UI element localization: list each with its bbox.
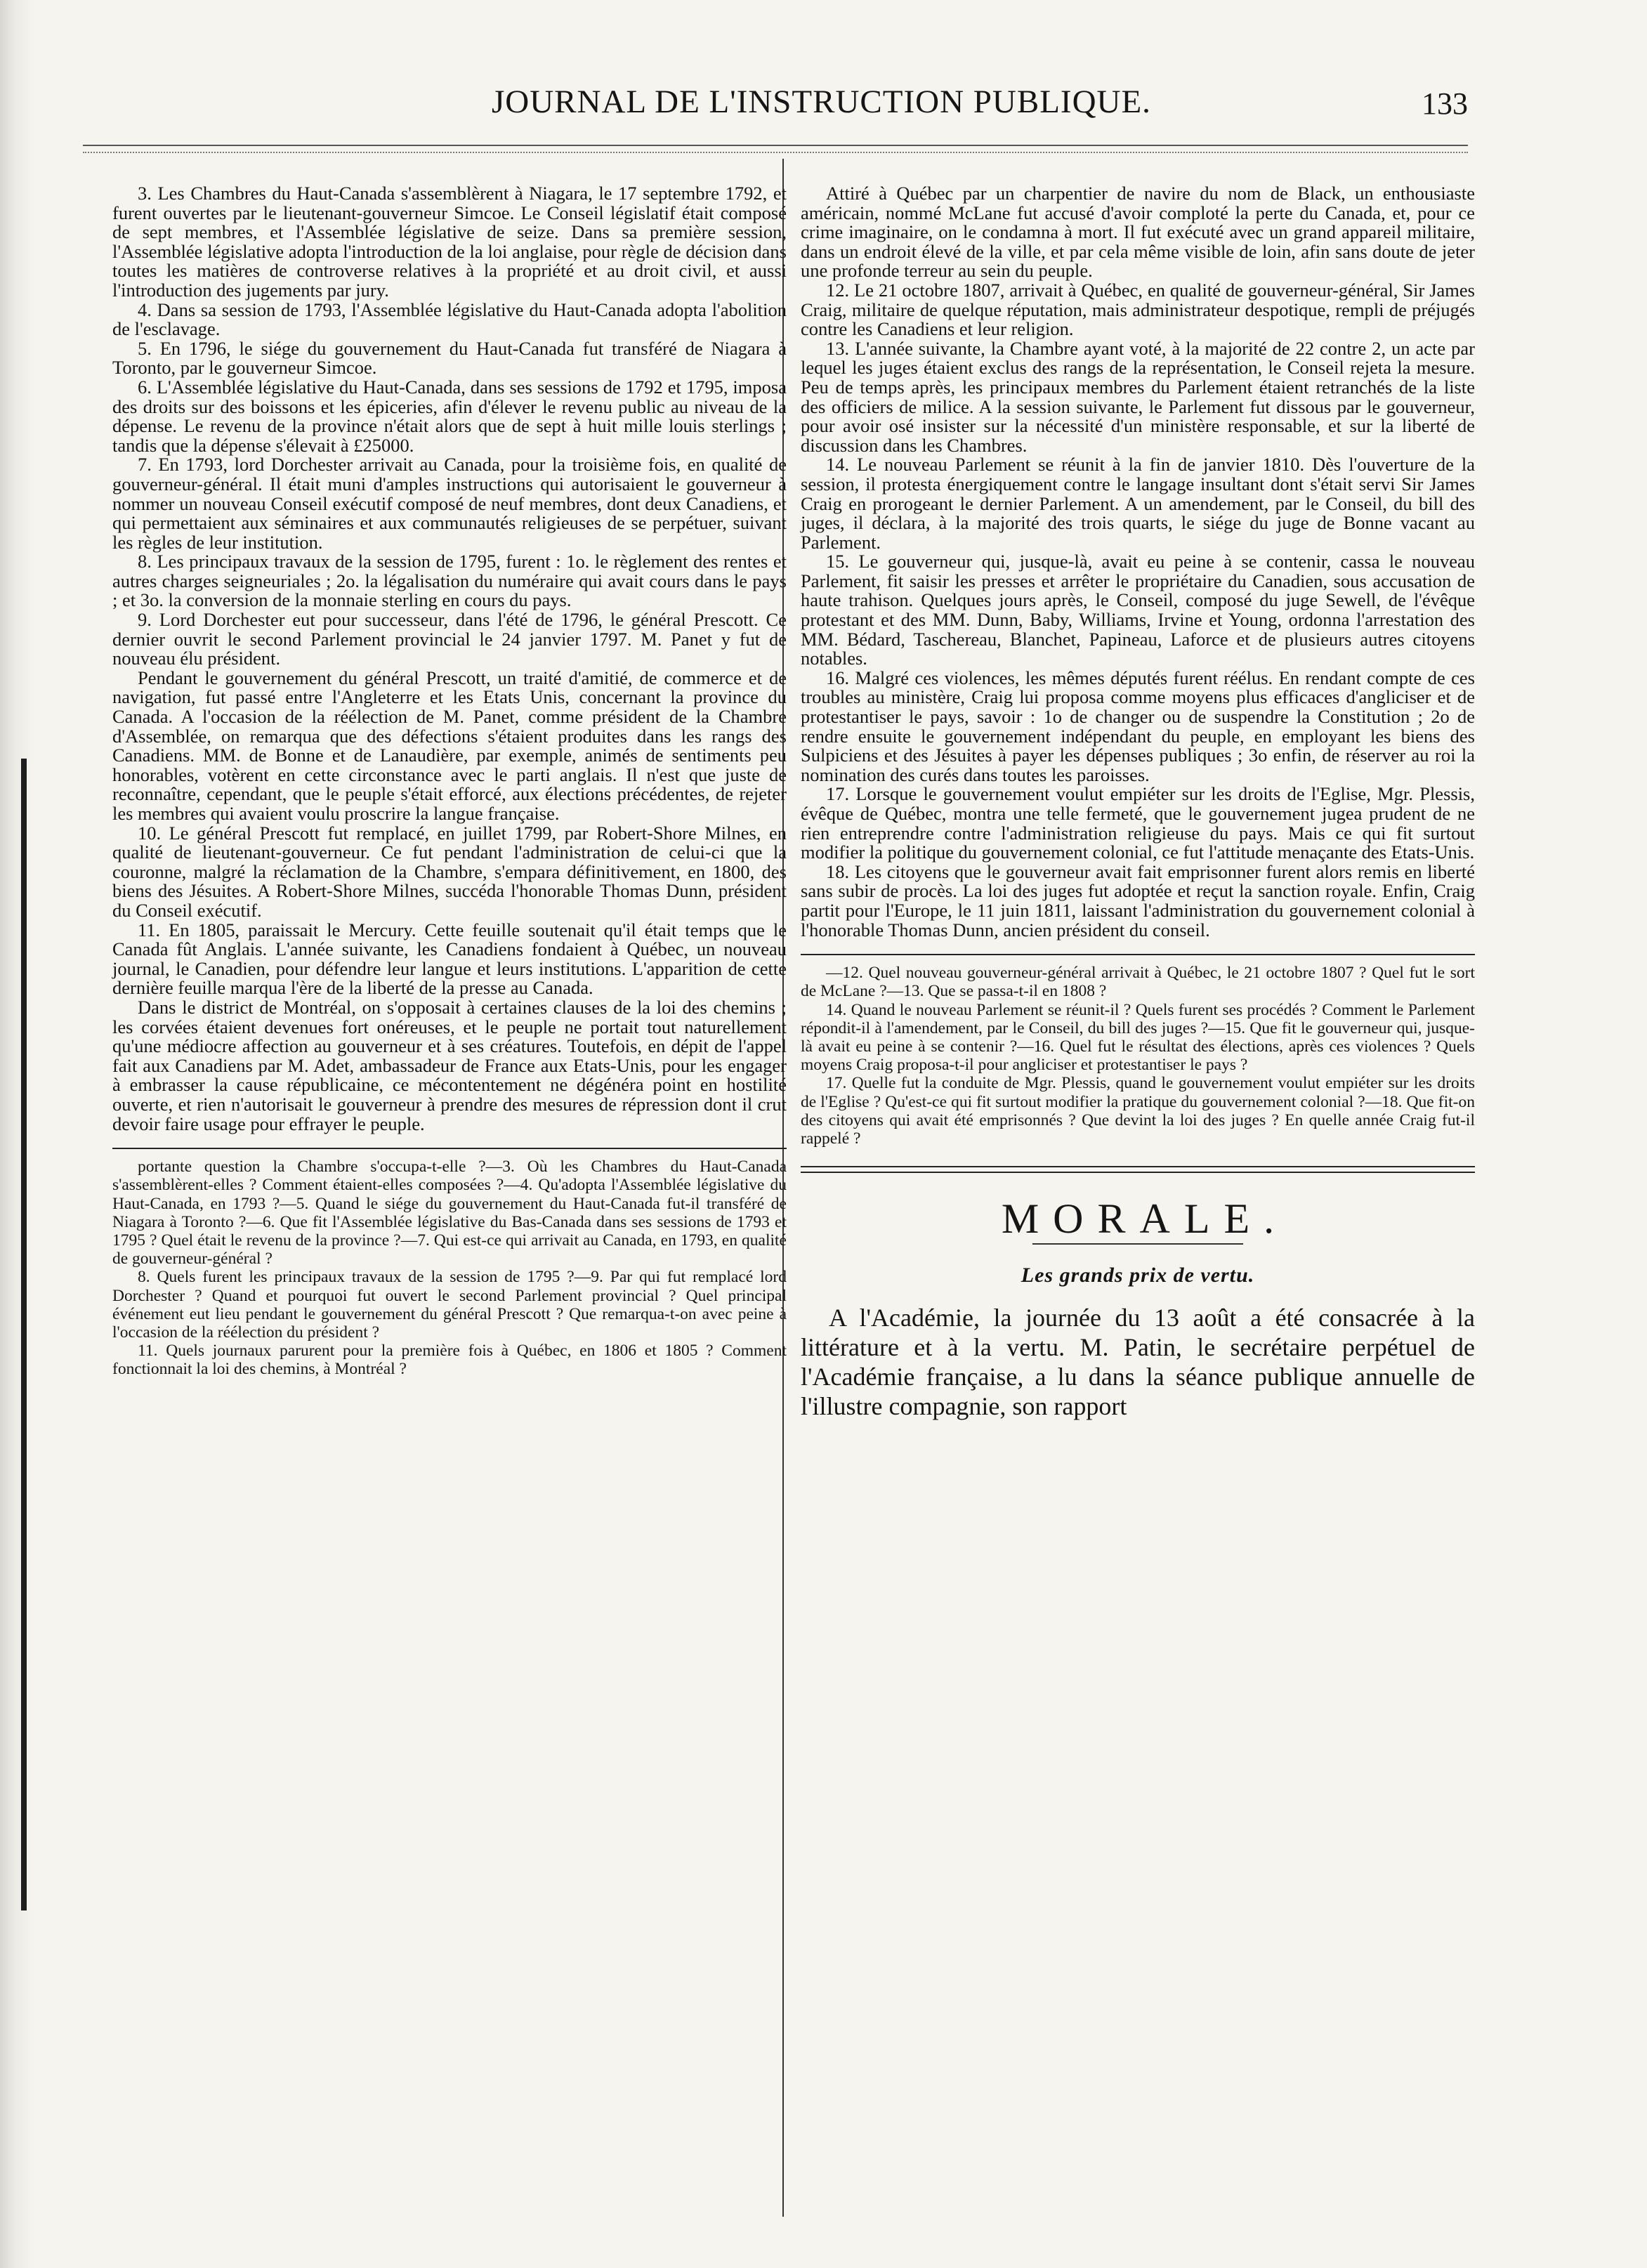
paragraph: 14. Le nouveau Parlement se réunit à la fin de janvier 1810. Dès l'ouverture de la session, il protesta énergiquement contre le langage insultant dont s'était servi Sir James Craig en prorogeant le dernier Parlement. A un amendement, par le Conseil, du bill des juges, il déclara, à la majorité des trois quarts, le siége du juge de Bonne vacant au Parlement.: [801, 454, 1475, 553]
paragraph: 13. L'année suivante, la Chambre ayant voté, à la majorité de 22 contre 2, un acte par lequel les juges étaient exclus des rangs de la représentation, le Conseil rejeta la mesure. Peu de temps après, les principaux membres du Parlement étaient retranchés de la liste des officiers de milice. A la session suivante, le Parlement fut dissous par le gouverneur, pour avoir osé insister sur la nécessité d'un ministère responsable, et sur la liberté de discussion dans les Chambres.: [801, 337, 1475, 456]
section-title: MORALE.: [1001, 1195, 1289, 1243]
paragraph: 10. Le général Prescott fut remplacé, en juillet 1799, par Robert-Shore Milnes, en qualité de lieutenant-gouverneur. Ce fut pendant l'administration de celui-ci que la couronne, malgré la réclamation de la Chambre, s'empara définitivement, en 1800, des biens des Jésuites. A Robert-Shore Milnes, succéda l'honorable Thomas Dunn, président du Conseil exécutif.: [112, 822, 787, 921]
paragraph: Pendant le gouvernement du général Prescott, un traité d'amitié, de commerce et de navigation, fut passé entre l'Angleterre et les Etats Unis, concernant la province du Canada. A l'occasion de la réélection de M. Panet, comme président de la Chambre d'Assemblée, on remarqua que des défections s'étaient produites dans les rangs des Canadiens. MM. de Bonne et de Lanaudière, par exemple, animés de sentiments peu honorables, votèrent en cette circonstance avec le parti anglais. Il n'est que juste de reconnaître, cependant, que le peuple s'était efforcé, aux élections précédentes, de rejeter les membres qui avaient voulu proscrire la langue française.: [112, 667, 787, 824]
review-questions: [112, 1158, 787, 1378]
right-column: [801, 184, 1475, 1421]
header-rule-dotted: [83, 152, 1468, 153]
paragraph: 6. L'Assemblée législative du Haut-Canada, dans ses sessions de 1792 et 1795, imposa des droits sur des boissons et les épiceries, afin d'élever le revenu public au niveau de la dépense. Le revenu de la province n'était alors que de sept à huit mille louis sterlings ; tandis que la dépense s'élevait à £25000.: [112, 376, 787, 456]
questions-rule: [112, 1148, 787, 1149]
paragraph: 4. Dans sa session de 1793, l'Assemblée législative du Haut-Canada adopta l'abolition de l'esclavage.: [112, 299, 787, 340]
paragraph: 5. En 1796, le siége du gouvernement du Haut-Canada fut transféré de Niagara à Toronto, par le gouverneur Simcoe.: [112, 337, 787, 379]
paragraph: Attiré à Québec par un charpentier de navire du nom de Black, un enthousiaste américain, nommé McLane fut accusé d'avoir comploté la perte du Canada, et, pour ce crime imaginaire, on le condamna à mort. Il fut exécuté avec un grand appareil militaire, dans un endroit élevé de la ville, et par cela même visible de loin, afin sans doute de jeter une profonde terreur au sein du peuple.: [801, 183, 1475, 282]
paragraph: 17. Lorsque le gouvernement voulut empiéter sur les droits de l'Eglise, Mgr. Plessis, évêque de Québec, montra une telle fermeté, que le gouvernement jugea prudent de ne rien entreprendre contre l'administration religieuse du pays. Mais ce qui fit surtout modifier la politique du gouvernement colonial, ce fut l'attitude menaçante des Etats-Unis.: [801, 783, 1475, 863]
article-title: Les grands prix de vertu.: [1021, 1263, 1255, 1287]
left-column: [112, 184, 787, 1379]
paragraph: 12. Le 21 octobre 1807, arrivait à Québec, en qualité de gouverneur-général, Sir James Craig, militaire de quelque réputation, mais administrateur despotique, rempli de préjugés contre les Canadiens et leur religion.: [801, 279, 1475, 340]
page-number: 133: [1422, 86, 1468, 121]
running-title: JOURNAL DE L'INSTRUCTION PUBLIQUE.: [492, 84, 1151, 120]
question-block: portante question la Chambre s'occupa-t-elle ?—3. Où les Chambres du Haut-Canada s'assemblèrent-elles ? Comment étaient-elles composées ?—4. Qu'adopta l'Assemblée législative du Haut-Canada, en 1793 ?—5. Quand le siége du gouvernement du Haut-Canada fut-il transféré de Niagara à Toronto ?—6. Que fit l'Assemblée législative du Bas-Canada dans ses sessions de 1793 et 1795 ? Quel était le revenu de la province ?—7. Qui est-ce qui arrivait au Canada, en 1793, en qualité de gouverneur-général ?: [112, 1158, 787, 1269]
binding-bar: [21, 759, 27, 1910]
paragraph: 8. Les principaux travaux de la session de 1795, furent : 1o. le règlement des rentes et autres charges seigneuriales ; 2o. la légalisation du numéraire qui avait cours dans le pays ; et 3o. la conversion de la monnaie sterling en cours du pays.: [112, 551, 787, 611]
paragraph: 7. En 1793, lord Dorchester arrivait au Canada, pour la troisième fois, en qualité de gouverneur-général. Il était muni d'amples instructions qui autorisaient le gouverneur à nommer un nouveau Conseil exécutif composé de neuf membres, dont deux Canadiens, et qui permettaient aux séminaires et aux communautés religieuses de se perpétuer, suivant les règles de leur institution.: [112, 454, 787, 553]
question-block: 11. Quels journaux parurent pour la première fois à Québec, en 1806 et 1805 ? Comment fonctionnait la loi des chemins, à Montréal ?: [112, 1342, 787, 1379]
paragraph: 11. En 1805, paraissait le Mercury. Cette feuille soutenait qu'il était temps que le Canada fût Anglais. L'année suivante, les Canadiens fondaient à Québec, un nouveau journal, le Canadien, pour défendre leur langue et leurs institutions. L'apparition de cette dernière feuille marqua l'ère de la liberté de la presse au Canada.: [112, 919, 787, 999]
header-rule: [83, 145, 1468, 146]
question-block: 8. Quels furent les principaux travaux de la session de 1795 ?—9. Par qui fut remplacé lord Dorchester ? Quand et pourquoi fut ouvert le second Parlement provincial ? Quel principal événement eut lieu pendant le gouvernement du général Prescott ? Que remarqua-t-on avec peine à l'occasion de la réélection du président ?: [112, 1268, 787, 1342]
paragraph: 18. Les citoyens que le gouverneur avait fait emprisonner furent alors remis en liberté sans subir de procès. La loi des juges fut adoptée et reçut la sanction royale. Enfin, Craig partit pour l'Europe, le 11 juin 1811, laissant l'administration du gouvernement colonial à l'honorable Thomas Dunn, ancien président du conseil.: [801, 860, 1475, 940]
binding-shadow: [0, 0, 34, 2268]
paragraph: 3. Les Chambres du Haut-Canada s'assemblèrent à Niagara, le 17 septembre 1792, et furent ouvertes par le lieutenant-gouverneur Simcoe. Le Conseil législatif était composé de sept membres, et l'Assemblée législative de seize. Dans sa première session, l'Assemblée législative adopta l'introduction de la loi anglaise, pour règle de décision dans toutes les matières de controverse relatives à la propriété et au droit civil, et aussi l'introduction des jugements par jury.: [112, 183, 787, 301]
question-block: 14. Quand le nouveau Parlement se réunit-il ? Quels furent ses procédés ? Comment le Parlement répondit-il à l'amendement, par le Conseil, du bill des juges ?—15. Que fit le gouverneur qui, jusque-là avait eu peine à se contenir ?—16. Quel fut le résultat des élections, après ces violences ? Quels moyens Craig proposa-t-il pour angliciser et protestantiser le pays ?: [801, 1000, 1475, 1075]
review-questions: [801, 964, 1475, 1148]
paragraph: 9. Lord Dorchester eut pour successeur, dans l'été de 1796, le général Prescott. Ce dernier ouvrit le second Parlement provincial le 24 janvier 1797. M. Panet y fut de nouveau élu président.: [112, 609, 787, 669]
questions-rule: [801, 954, 1475, 955]
question-block: —12. Quel nouveau gouverneur-général arrivait à Québec, le 21 octobre 1807 ? Quel fut le sort de McLane ?—13. Que se passa-t-il en 1808 ?: [801, 964, 1475, 1001]
paragraph: 15. Le gouverneur qui, jusque-là, avait eu peine à se contenir, cassa le nouveau Parlement, fit saisir les presses et arrêter le propriétaire du Canadien, sous accusation de haute trahison. Quelques jours après, le Conseil, composé du juge Sewell, de l'évêque protestant et des MM. Dunn, Baby, Williams, Irvine et Young, ordonna l'arrestation des MM. Bédard, Taschereau, Blanchet, Papineau, Laforce et de plusieurs autres citoyens notables.: [801, 551, 1475, 669]
article-body: [801, 1303, 1475, 1421]
section-rule: [801, 1166, 1475, 1173]
paragraph: A l'Académie, la journée du 13 août a été consacrée à la littérature et à la vertu. M. Patin, le secrétaire perpétuel de l'Académie française, a lu dans la séance publique annuelle de l'illustre compagnie, son rapport: [801, 1304, 1475, 1421]
paragraph: 16. Malgré ces violences, les mêmes députés furent réélus. En rendant compte de ces troubles au ministère, Craig lui proposa comme moyens plus efficaces d'angliciser et de protestantiser le pays, savoir : 1o de changer ou de suspendre la Constitution ; 2o de rendre ensuite le gouvernement indépendant du peuple, en employant les biens des Sulpiciens et des Jésuites à payer les dépenses publiques ; 3o enfin, de réserver au roi la nomination des curés dans toutes les paroisses.: [801, 667, 1475, 785]
paragraph: Dans le district de Montréal, on s'opposait à certaines clauses de la loi des chemins ; les corvées étaient devenues fort onéreuses, et le peuple ne portait tout naturellement qu'une médiocre affection au gouverneur et à ses créatures. Toutefois, en dépit de l'appel fait aux Canadiens par M. Adet, ambassadeur de France aux Etats-Unis, pour les engager à embrasser la cause républicaine, ce mécontentement ne dégénéra point en hostilité ouverte, et rien n'autorisait le gouverneur à prendre des mesures de répression dont il crut devoir faire usage pour effrayer le peuple.: [112, 996, 787, 1134]
title-rule: [1032, 1243, 1243, 1245]
question-block: 17. Quelle fut la conduite de Mgr. Plessis, quand le gouvernement voulut empiéter sur les droits de l'Eglise ? Qu'est-ce qui fit surtout modifier la pratique du gouvernement colonial ?—18. Que fit-on des citoyens qui avait été emprisonnés ? Que devint la loi des juges ? En quelle année Craig fut-il rappelé ?: [801, 1074, 1475, 1148]
